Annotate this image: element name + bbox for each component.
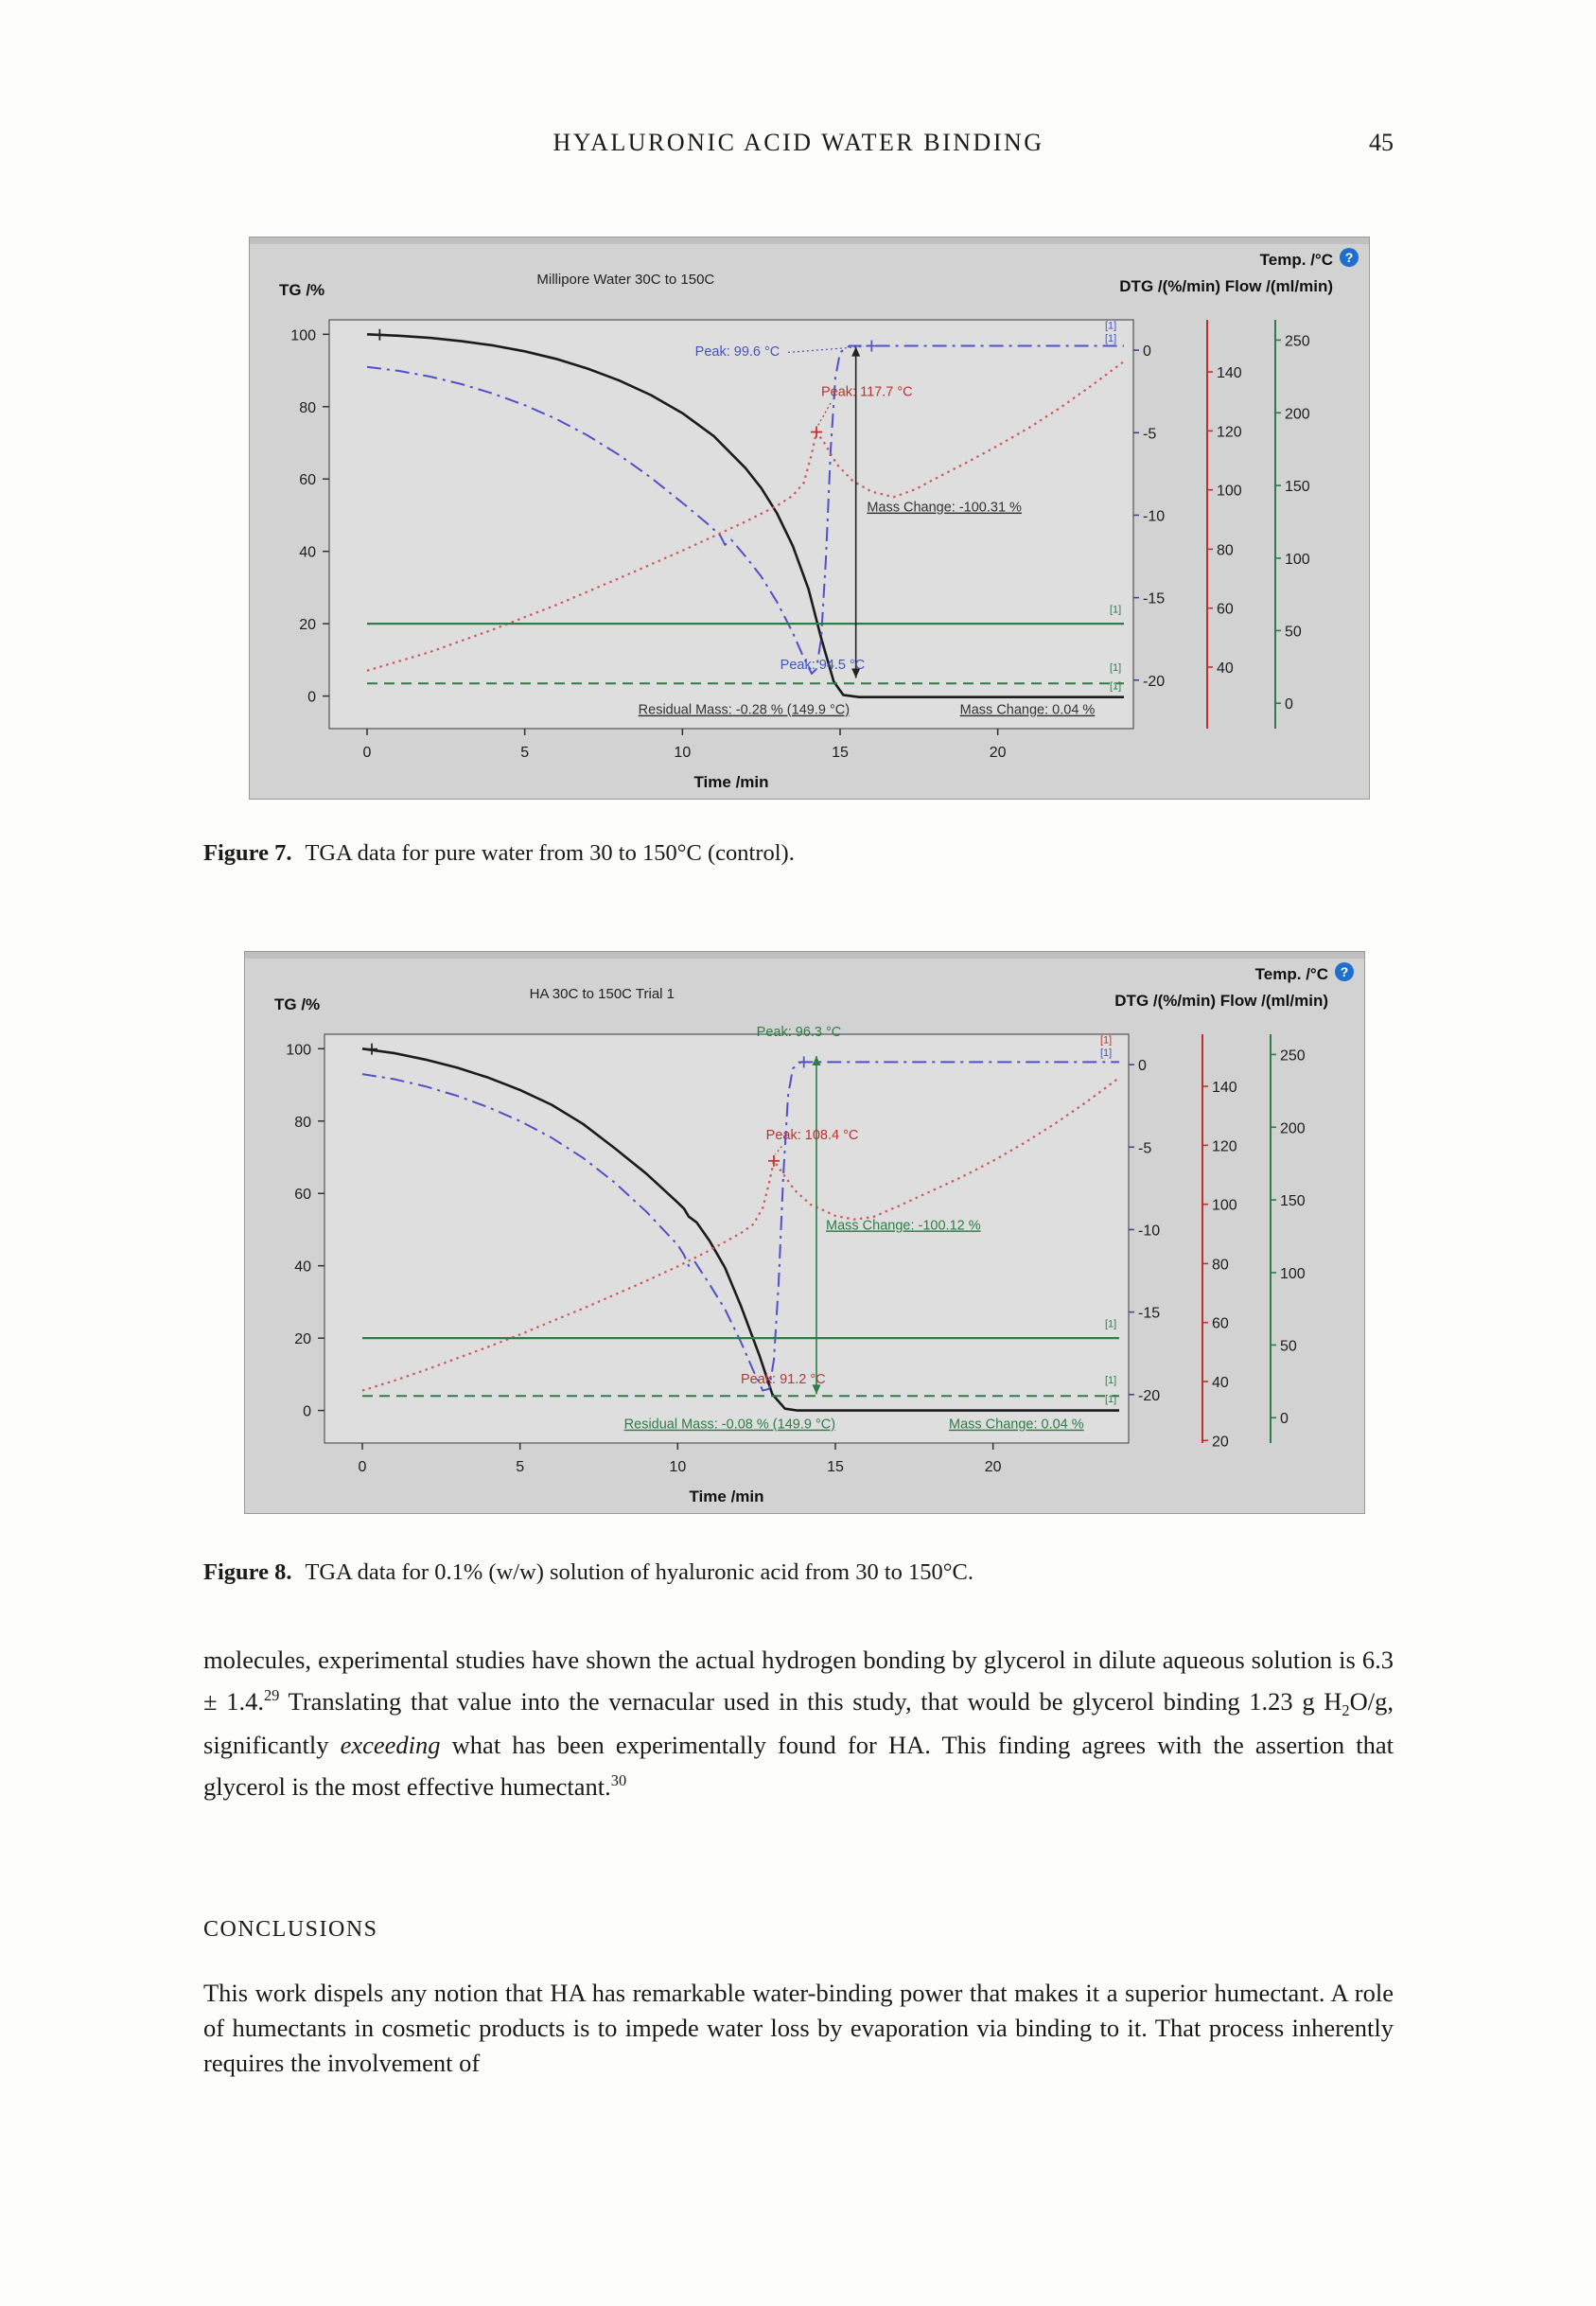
chart-annotation: [1] bbox=[1110, 604, 1122, 616]
chart-annotation: Peak: 96.3 °C bbox=[756, 1024, 842, 1040]
tg-axis-label: TG /% bbox=[274, 995, 321, 1013]
x-tick-label: 5 bbox=[516, 1459, 525, 1475]
chart-title: Millipore Water 30C to 150C bbox=[536, 272, 715, 288]
right-axis-tick-label: 20 bbox=[1212, 1434, 1229, 1451]
figure8-panel bbox=[244, 951, 1365, 1514]
right-axis-tick-label: -5 bbox=[1138, 1140, 1152, 1157]
right-axis-tick-label: -15 bbox=[1143, 590, 1166, 607]
x-tick-label: 0 bbox=[362, 745, 372, 761]
figure8-caption bbox=[203, 1559, 1395, 1586]
page-number: 45 bbox=[1369, 129, 1394, 156]
chart-annotation: Peak: 108.4 °C bbox=[765, 1127, 859, 1143]
right-axis-tick-label: 100 bbox=[1285, 551, 1310, 568]
chart-annotation: [1] bbox=[1110, 680, 1122, 693]
y-tick-label: 0 bbox=[307, 689, 316, 706]
right-axis-tick-label: -10 bbox=[1143, 508, 1166, 525]
chart-annotation: [1] bbox=[1100, 1047, 1113, 1059]
right-axis-tick-label: 100 bbox=[1212, 1197, 1237, 1214]
y-tick-label: 60 bbox=[294, 1187, 311, 1204]
right-axis-tick-label: -20 bbox=[1138, 1387, 1161, 1404]
right-axis-tick-label: 80 bbox=[1217, 542, 1234, 559]
x-tick-label: 0 bbox=[358, 1459, 367, 1475]
help-icon-glyph: ? bbox=[1344, 250, 1354, 265]
right-axis-tick-label: 0 bbox=[1138, 1058, 1147, 1075]
x-tick-label: 10 bbox=[674, 745, 692, 761]
x-tick-label: 5 bbox=[520, 745, 530, 761]
right-axis-tick-label: 150 bbox=[1285, 479, 1310, 496]
y-tick-label: 0 bbox=[303, 1403, 311, 1420]
right-axis-tick-label: 50 bbox=[1285, 624, 1302, 641]
chart-annotation: Peak: 91.2 °C bbox=[741, 1371, 826, 1387]
right-axis-tick-label: 250 bbox=[1280, 1047, 1306, 1065]
figure7-caption bbox=[203, 840, 1395, 867]
y-tick-label: 60 bbox=[299, 472, 316, 489]
chart-annotation: Residual Mass: -0.08 % (149.9 °C) bbox=[623, 1417, 836, 1433]
chart-annotation: Peak: 99.6 °C bbox=[694, 344, 780, 361]
x-tick-label: 15 bbox=[832, 745, 849, 761]
x-tick-label: 10 bbox=[669, 1459, 687, 1475]
y-tick-label: 100 bbox=[290, 327, 316, 344]
chart-annotation: [1] bbox=[1100, 1034, 1113, 1047]
page-header bbox=[203, 129, 1394, 157]
y-tick-label: 40 bbox=[294, 1259, 311, 1276]
plot-area bbox=[329, 320, 1133, 729]
chart-annotation: [1] bbox=[1110, 661, 1122, 674]
right-axis-tick-label: 0 bbox=[1285, 696, 1293, 713]
figure8-caption-label: Figure 8. bbox=[203, 1559, 292, 1585]
dtg-flow-axis-header: DTG /(%/min) Flow /(ml/min) bbox=[1114, 992, 1328, 1010]
right-axis-tick-label: 100 bbox=[1280, 1265, 1306, 1282]
y-tick-label: 20 bbox=[299, 617, 316, 634]
chart-annotation: [1] bbox=[1105, 1318, 1117, 1330]
right-axis-tick-label: 100 bbox=[1217, 483, 1242, 500]
temp-axis-header: Temp. /°C bbox=[1254, 965, 1328, 983]
x-tick-label: 15 bbox=[827, 1459, 844, 1475]
conclusions-paragraph: This work dispels any notion that HA has remarkable water-binding power that makes it a superior humectant. A role of humectants in cosmetic products is to impede water loss by evaporation via binding to it. That process inherently requires the involvement of bbox=[203, 1979, 1394, 2077]
right-axis-tick-label: 50 bbox=[1280, 1338, 1297, 1355]
right-axis-tick-label: 80 bbox=[1212, 1257, 1229, 1274]
chart-annotation: Mass Change: -100.12 % bbox=[826, 1218, 981, 1234]
right-axis-tick-label: -20 bbox=[1143, 673, 1166, 690]
chart-annotation: [1] bbox=[1105, 320, 1117, 332]
x-tick-label: 20 bbox=[989, 745, 1007, 761]
tg-axis-label: TG /% bbox=[279, 281, 325, 299]
dtg-flow-axis-header: DTG /(%/min) Flow /(ml/min) bbox=[1119, 277, 1333, 295]
right-axis-tick-label: 200 bbox=[1280, 1120, 1306, 1137]
right-axis-tick-label: 40 bbox=[1212, 1375, 1229, 1392]
right-axis-tick-label: 60 bbox=[1212, 1315, 1229, 1332]
conclusions-heading: CONCLUSIONS bbox=[203, 1917, 378, 1942]
chart-panel-topstrip bbox=[250, 238, 1369, 244]
right-axis-tick-label: 140 bbox=[1212, 1080, 1237, 1097]
right-axis-tick-label: 0 bbox=[1280, 1411, 1289, 1428]
right-axis-tick-label: -5 bbox=[1143, 426, 1157, 443]
figure7-tga-chart bbox=[249, 237, 1370, 800]
plot-area bbox=[324, 1034, 1129, 1443]
chart-panel-topstrip bbox=[245, 952, 1364, 959]
figure7-caption-label: Figure 7. bbox=[203, 840, 292, 866]
chart-annotation: Peak: 94.5 °C bbox=[780, 657, 866, 673]
temp-axis-header: Temp. /°C bbox=[1259, 251, 1333, 269]
y-tick-label: 80 bbox=[299, 399, 316, 416]
running-title: HYALURONIC ACID WATER BINDING bbox=[552, 129, 1044, 156]
right-axis-tick-label: 40 bbox=[1217, 660, 1234, 678]
right-axis-tick-label: -15 bbox=[1138, 1305, 1161, 1322]
right-axis-tick-label: 60 bbox=[1217, 601, 1234, 618]
right-axis-tick-label: 0 bbox=[1143, 343, 1151, 361]
right-axis-tick-label: 140 bbox=[1217, 365, 1242, 382]
chart-annotation: Mass Change: 0.04 % bbox=[949, 1417, 1084, 1433]
right-axis-tick-label: 200 bbox=[1285, 406, 1310, 423]
chart-annotation: Peak: 117.7 °C bbox=[821, 384, 913, 400]
y-tick-label: 20 bbox=[294, 1331, 311, 1348]
figure7-caption-text: TGA data for pure water from 30 to 150°C (control). bbox=[305, 840, 795, 866]
y-tick-label: 40 bbox=[299, 544, 316, 561]
body-paragraph: molecules, experimental studies have shown the actual hydrogen bonding by glycerol in dilute aqueous solution is 6.3 ± 1.4.29 Translating that value into the vernacular used in this study, that would be glycerol binding 1.23 g $H_2O/g$, significantly exceeding what has been experimentally found for HA. This finding agrees with the assertion that glycerol is the most effective humectant.$^{30}$ bbox=[203, 1646, 1394, 1801]
figure8-tga-chart bbox=[244, 951, 1365, 1514]
figure8-caption-text: TGA data for 0.1% (w/w) solution of hyaluronic acid from 30 to 150°C. bbox=[305, 1559, 974, 1585]
figure7-panel bbox=[249, 237, 1370, 800]
x-axis-label: Time /min bbox=[693, 773, 769, 791]
right-axis-tick-label: 150 bbox=[1280, 1193, 1306, 1210]
chart-annotation: [1] bbox=[1105, 332, 1117, 344]
chart-title: HA 30C to 150C Trial 1 bbox=[529, 986, 675, 1002]
right-axis-tick-label: 250 bbox=[1285, 333, 1310, 350]
chart-annotation: Mass Change: 0.04 % bbox=[959, 702, 1096, 718]
help-icon-glyph: ? bbox=[1340, 964, 1349, 979]
right-axis-tick-label: -10 bbox=[1138, 1223, 1161, 1240]
chart-annotation: Residual Mass: -0.28 % (149.9 °C) bbox=[638, 702, 851, 718]
right-axis-tick-label: 120 bbox=[1217, 424, 1242, 441]
chart-annotation: [1] bbox=[1105, 1374, 1117, 1386]
x-axis-label: Time /min bbox=[689, 1487, 764, 1505]
y-tick-label: 80 bbox=[294, 1114, 311, 1131]
y-tick-label: 100 bbox=[286, 1042, 311, 1059]
chart-annotation: Mass Change: -100.31 % bbox=[867, 500, 1022, 516]
right-axis-tick-label: 120 bbox=[1212, 1138, 1237, 1155]
x-tick-label: 20 bbox=[984, 1459, 1002, 1475]
chart-annotation: [1] bbox=[1105, 1394, 1117, 1406]
